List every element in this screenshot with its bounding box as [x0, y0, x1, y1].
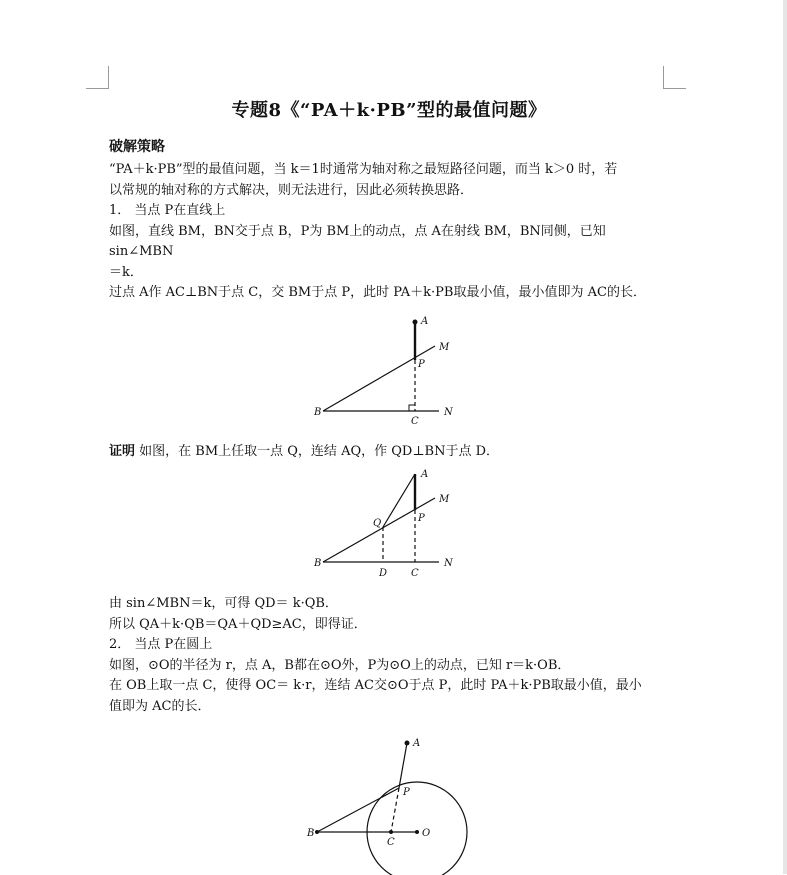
figure-2	[109, 466, 669, 586]
margin-corner-mark-left	[86, 66, 109, 89]
label-p: P	[418, 358, 425, 370]
figure-3	[109, 735, 669, 875]
label-n: N	[444, 558, 453, 569]
page-edge	[783, 0, 787, 874]
case1-line-2: ＝k．	[109, 264, 143, 280]
point-b	[315, 830, 319, 834]
case1-heading: 1． 当点 P在直线上	[109, 203, 226, 218]
proof-text: 如图，在 BM上任取一点 Q，连结 AQ，作 QD⊥BN于点 D．	[135, 443, 500, 459]
label-a: A	[421, 469, 429, 480]
line-bm	[323, 346, 435, 411]
label-b: B	[314, 406, 322, 418]
case2-line-1: 如图，⊙O的半径为 r，点 A，B都在⊙O外，P为⊙O上的动点，已知 r＝k·OB．	[109, 657, 571, 673]
case1-after-1: 由 sin∠MBN＝k，可得 QD＝ k·QB．	[109, 596, 338, 611]
point-a	[405, 741, 410, 746]
case2-line-2: 在 OB上取一点 C，使得 OC＝ k·r，连结 AC交⊙O于点 P，此时 PA＋k·PB取最小值，最小	[109, 678, 642, 693]
label-b: B	[307, 828, 315, 839]
label-c: C	[387, 837, 395, 848]
label-m: M	[439, 494, 450, 505]
point-a	[413, 319, 418, 324]
label-p: P	[418, 513, 425, 524]
case1-after-2: 所以 QA＋k·QB＝QA＋QD≥AC，即得证．	[109, 616, 367, 632]
title-text: 专题8《“PA＋k·PB”型的最值问题》	[231, 100, 547, 121]
case2-heading: 2． 当点 P在圆上	[109, 637, 213, 652]
document-title	[109, 96, 669, 122]
proof-label: 证明	[109, 443, 136, 459]
right-angle-mark	[409, 405, 415, 411]
label-q: Q	[373, 518, 382, 529]
line-bm	[323, 498, 435, 562]
label-c: C	[411, 568, 419, 579]
intro-line-1: “PA＋k·PB”型的最值问题，当 k＝1时通常为轴对称之最短路径问题，而当 k＞0 时，若	[109, 162, 618, 177]
segment-bp	[317, 788, 399, 832]
label-c: C	[411, 415, 419, 427]
section-heading: 破解策略	[109, 139, 165, 155]
label-a: A	[421, 315, 429, 327]
point-c	[389, 830, 393, 834]
intro-line-2: 以常规的轴对称的方式解决，则无法进行，因此必须转换思路．	[109, 182, 474, 198]
label-o: O	[422, 828, 431, 839]
segment-ap	[399, 743, 407, 788]
margin-corner-mark-right	[663, 66, 686, 89]
label-n: N	[444, 406, 453, 418]
case1-line-3: 过点 A作 AC⊥BN于点 C，交 BM于点 P，此时 PA＋k·PB取最小值，最小值即为 AC的长．	[109, 285, 646, 300]
case1-line-1: 如图，直线 BM，BN交于点 B，P为 BM上的动点，点 A在射线 BM，BN同侧，已知 sin∠MBN	[109, 223, 606, 259]
label-d: D	[379, 568, 388, 579]
segment-pc-dashed	[391, 788, 399, 832]
label-p: P	[403, 787, 410, 798]
label-b: B	[314, 558, 322, 569]
document-body	[109, 96, 669, 875]
figure-1	[109, 312, 669, 432]
circle-o	[367, 782, 467, 875]
label-a: A	[413, 738, 421, 749]
case2-line-3: 值即为 AC的长．	[109, 698, 211, 714]
proof-line	[109, 442, 669, 463]
label-m: M	[439, 341, 450, 353]
point-o	[415, 830, 419, 834]
